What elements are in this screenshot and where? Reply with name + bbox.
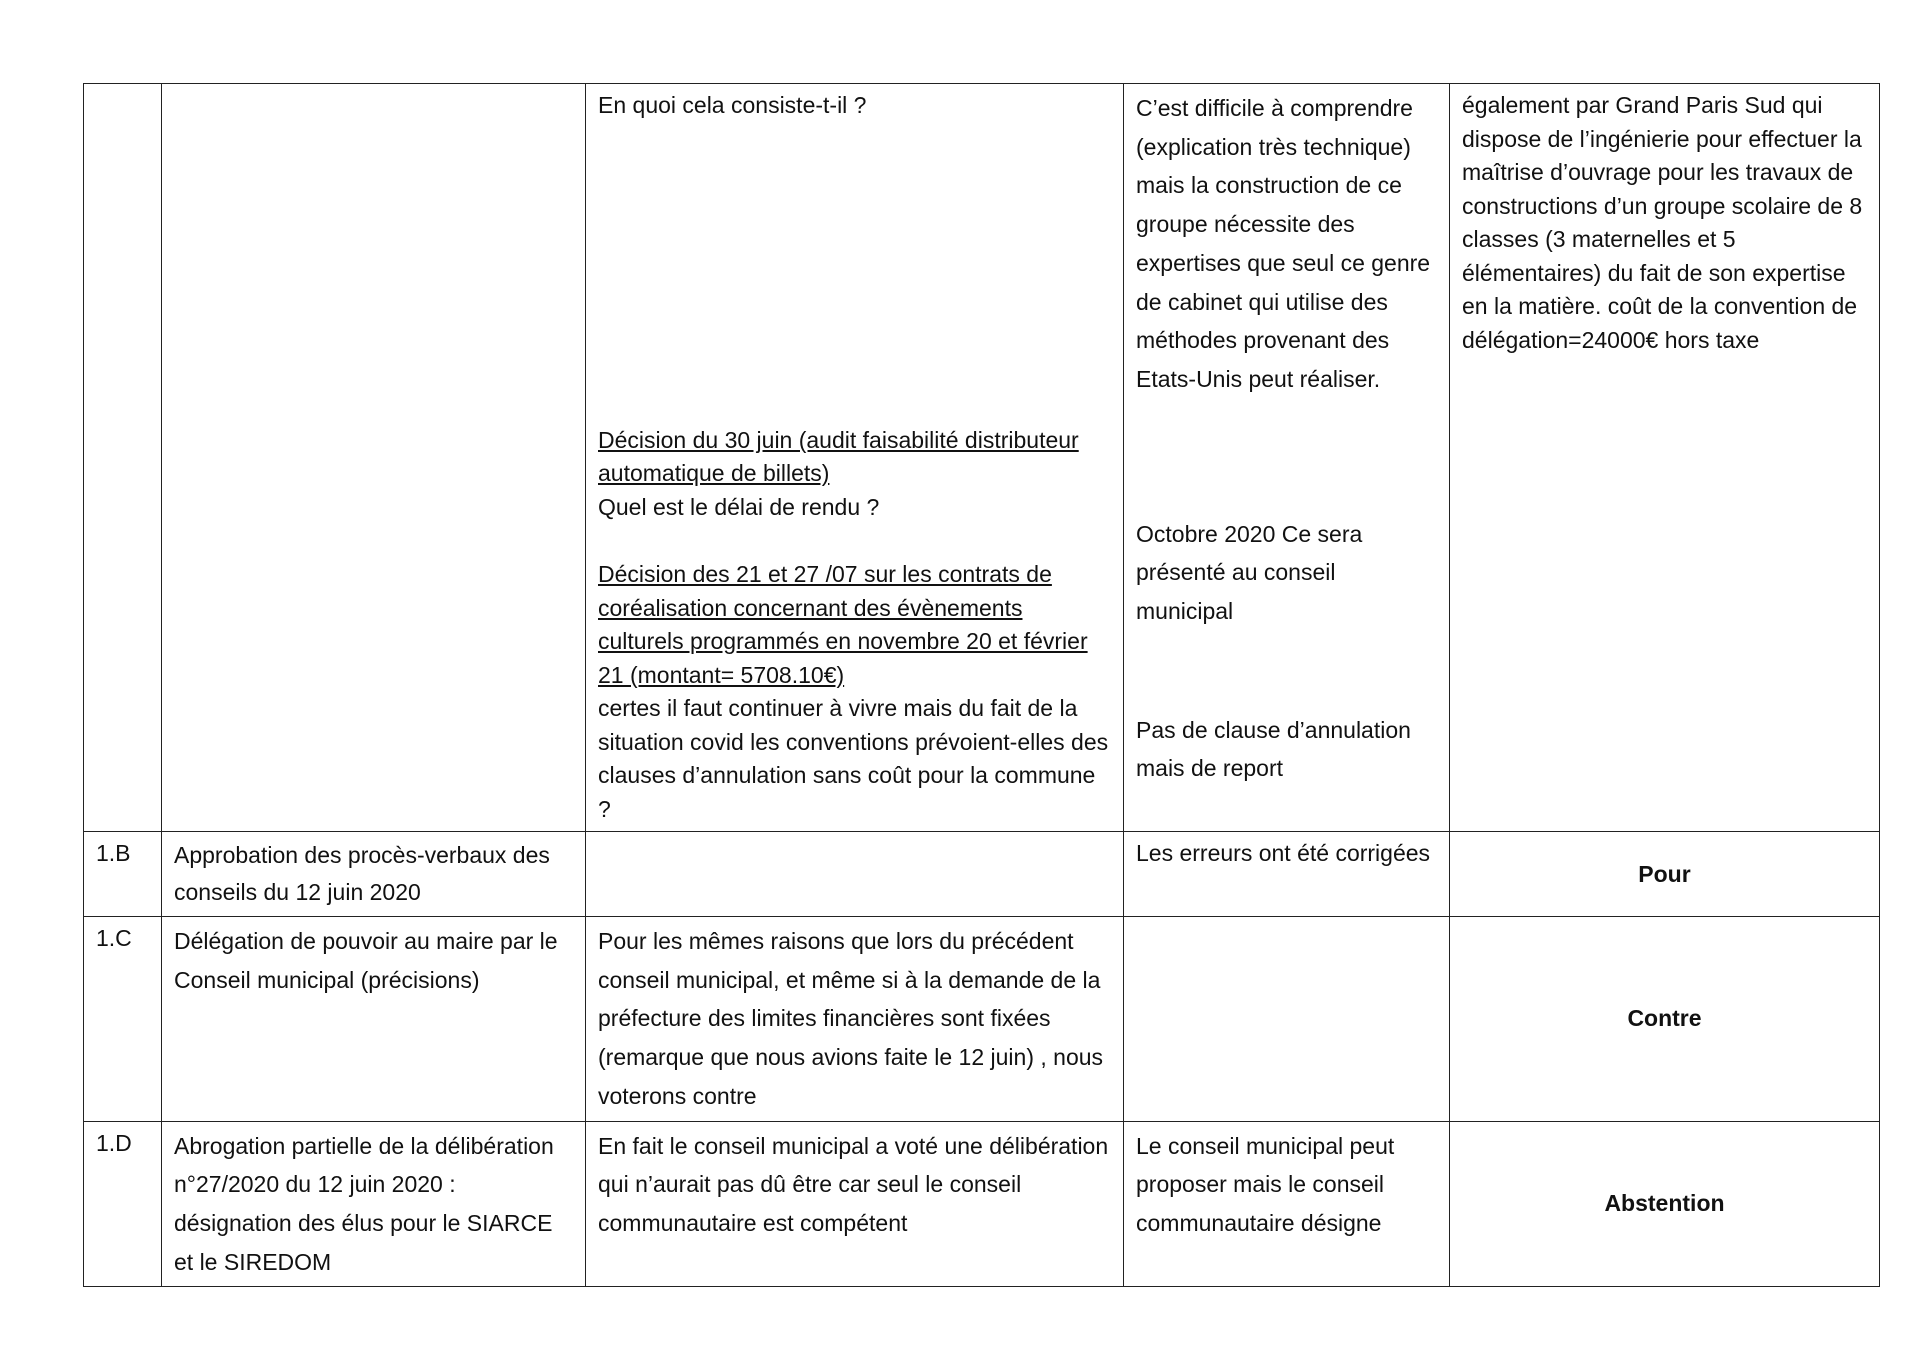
answer-text: Octobre 2020 Ce sera présenté au conseil municipal: [1136, 520, 1363, 625]
question-text: En quoi cela consiste-t-il ?: [598, 92, 867, 118]
subject-cell: Délégation de pouvoir au maire par le Conseil municipal (précisions): [162, 917, 586, 1122]
subject-cell: Abrogation partielle de la délibération n°27/2020 du 12 juin 2020 : désignation des élus pour le SIARCE et le SIREDOM: [162, 1121, 586, 1287]
answer-text: C’est difficile à comprendre (explication très technique) mais la construction de ce groupe nécessite des expertises que seul ce genre de cabinet qui utilise des méthodes provenant des Etats-Unis peut réaliser.: [1136, 95, 1431, 392]
row-number-cell: [84, 84, 162, 832]
table-row: [84, 1121, 1880, 1287]
question-cell: Pour les mêmes raisons que lors du précédent conseil municipal, et même si à la demande de la préfecture des limites financières sont fixées (remarque que nous avions faite le 12 juin) , nous voterons contre: [586, 917, 1124, 1122]
question-text: certes il faut continuer à vivre mais du fait de la situation covid les conventions prévoient-elles des clauses d’annulation sans coût pour la commune ?: [598, 695, 1109, 822]
vote-cell: Pour: [1450, 832, 1880, 917]
answer-cell: [1124, 917, 1450, 1122]
subject-cell: Approbation des procès-verbaux des conseils du 12 juin 2020: [162, 832, 586, 917]
question-cell: [586, 832, 1124, 917]
question-cell: En fait le conseil municipal a voté une délibération qui n’aurait pas dû être car seul le conseil communautaire est compétent: [586, 1121, 1124, 1287]
minutes-table: [83, 83, 1880, 1287]
table-row: [84, 832, 1880, 917]
vote-cell: également par Grand Paris Sud qui dispose de l’ingénierie pour effectuer la maîtrise d’ouvrage pour les travaux de constructions d’un groupe scolaire de 8 classes (3 maternelles et 5 élémentaires) du fait de son expertise en la matière. coût de la convention de délégation=24000€ hors taxe: [1450, 84, 1880, 832]
answer-text: Pas de clause d’annulation mais de report: [1136, 716, 1411, 782]
row-number-cell: 1.C: [84, 917, 162, 1122]
answer-cell: [1124, 84, 1450, 832]
decision-title: Décision du 30 juin (audit faisabilité distributeur automatique de billets): [598, 426, 1079, 486]
table-row: [84, 917, 1880, 1122]
decision-title: Décision des 21 et 27 /07 sur les contrats de coréalisation concernant des évènements culturels programmés en novembre 20 et février 21 (montant= 5708.10€): [598, 561, 1088, 688]
row-number-cell: 1.D: [84, 1121, 162, 1287]
answer-cell: Les erreurs ont été corrigées: [1124, 832, 1450, 917]
vote-cell: Abstention: [1450, 1121, 1880, 1287]
subject-cell: [162, 84, 586, 832]
table-row: [84, 84, 1880, 832]
vote-cell: Contre: [1450, 917, 1880, 1122]
question-cell: [586, 84, 1124, 832]
row-number-cell: 1.B: [84, 832, 162, 917]
question-text: Quel est le délai de rendu ?: [598, 493, 880, 520]
answer-cell: Le conseil municipal peut proposer mais le conseil communautaire désigne: [1124, 1121, 1450, 1287]
